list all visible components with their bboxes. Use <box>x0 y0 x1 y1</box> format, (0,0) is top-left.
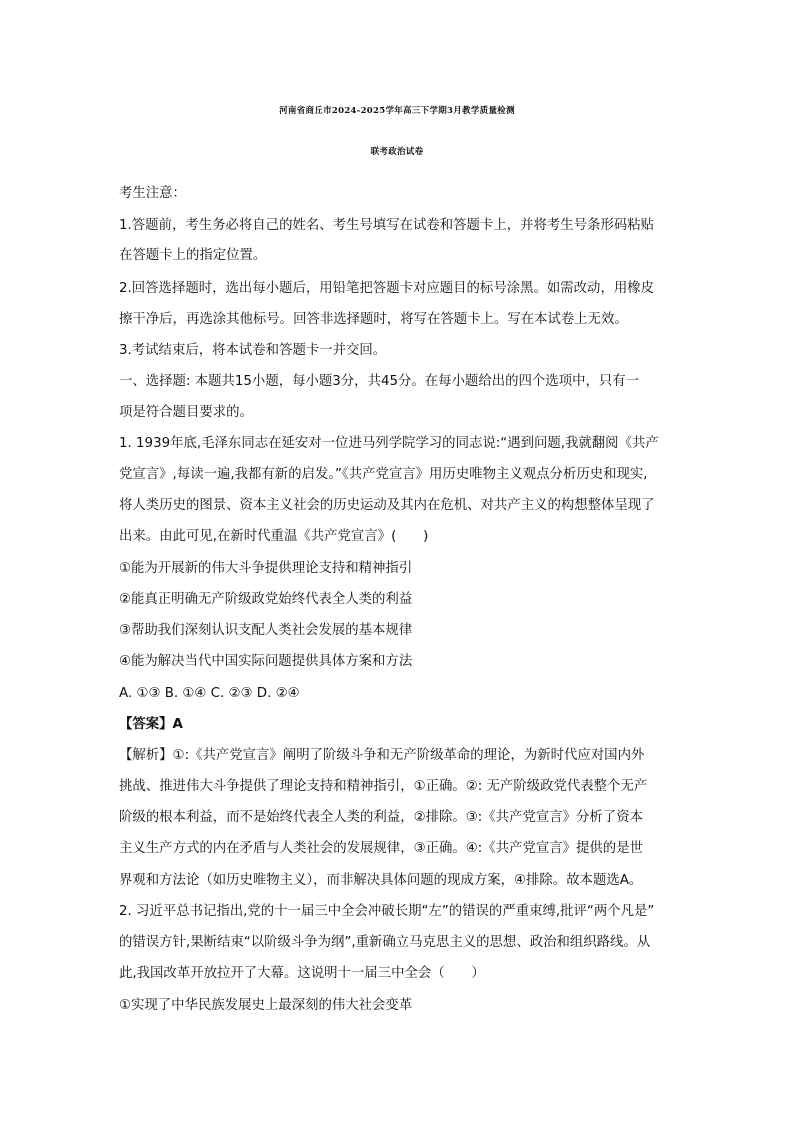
question-stem: 党宣言》,每读一遍,我都有新的启发。”《共产党宣言》用历史唯物主义观点分析历史和现实, <box>119 467 648 482</box>
notice-line: 3.考试结束后，将本试卷和答题卡一并交回。 <box>119 343 387 358</box>
analysis-line: 挑战、推进伟大斗争提供了理论支持和精神指引，①正确。②: 无产阶级政党代表整个无产 <box>119 779 648 794</box>
analysis-line: 主义生产方式的内在矛盾与人类社会的发展规律，③正确。④:《共产党宣言》提供的是世 <box>119 841 643 856</box>
question-option: ②能真正明确无产阶级政党始终代表全人类的利益 <box>119 592 413 607</box>
question-stem: 出来。由此可见,在新时代重温《共产党宣言》( ) <box>119 529 429 544</box>
notice-line: 2.回答选择题时，选出每小题后，用铅笔把答题卡对应题目的标号涂黑。如需改动，用橡皮 <box>119 281 655 296</box>
page-subtitle: 联考政治试卷 <box>370 147 424 157</box>
analysis-line: 阶级的根本利益，而不是始终代表全人类的利益，②排除。③:《共产党宣言》分析了资本 <box>119 810 643 825</box>
answer-label: 【答案】A <box>119 717 183 732</box>
question-option: ①实现了中华民族发展史上最深刻的伟大社会变革 <box>119 998 413 1013</box>
notice-heading: 考生注意： <box>119 186 186 201</box>
question-stem: 的错误方针,果断结束“以阶级斗争为纲”,重新确立马克思主义的思想、政治和组织路线。从 <box>119 935 651 950</box>
section-heading-cont: 项是符合题目要求的。 <box>119 405 253 420</box>
analysis-line: 【解析】①:《共产党宣言》阐明了阶级斗争和无产阶级革命的理论，为新时代应对国内外 <box>119 748 645 763</box>
page-title: 河南省商丘市2024-2025学年高三下学期3月教学质量检测 <box>279 106 515 116</box>
question-option: ③帮助我们深刻认识支配人类社会发展的基本规律 <box>119 623 413 638</box>
question-stem: 2. 习近平总书记指出,党的十一届三中全会冲破长期“左”的错误的严重束缚,批评“两个凡是” <box>119 904 655 919</box>
section-heading: 一、选择题: 本题共15小题，每小题3分，共45分。在每小题给出的四个选项中，只有一 <box>119 374 640 389</box>
question-stem: 将人类历史的图景、资本主义社会的历史运动及其内在危机、对共产主义的构想整体呈现了 <box>119 498 655 513</box>
question-option: ①能为开展新的伟大斗争提供理论支持和精神指引 <box>119 561 413 576</box>
analysis-line: 界观和方法论（如历史唯物主义），而非解决具体问题的现成方案，④排除。故本题选A。 <box>119 873 643 888</box>
question-option: ④能为解决当代中国实际问题提供具体方案和方法 <box>119 654 413 669</box>
answer-choices: A. ①③ B. ①④ C. ②③ D. ②④ <box>119 686 300 701</box>
notice-line: 在答题卡上的指定位置。 <box>119 248 267 263</box>
notice-line: 擦干净后，再选涂其他标号。回答非选择题时，将写在答题卡上。写在本试卷上无效。 <box>119 312 628 327</box>
question-stem: 1. 1939年底,毛泽东同志在延安对一位进马列学院学习的同志说:“遇到问题,我就翻阅《共产 <box>119 436 659 451</box>
notice-line: 1.答题前，考生务必将自己的姓名、考生号填写在试卷和答题卡上，并将考生号条形码粘贴 <box>119 218 655 233</box>
question-stem: 此,我国改革开放拉开了大幕。这说明十一届三中全会（ ） <box>119 966 485 981</box>
